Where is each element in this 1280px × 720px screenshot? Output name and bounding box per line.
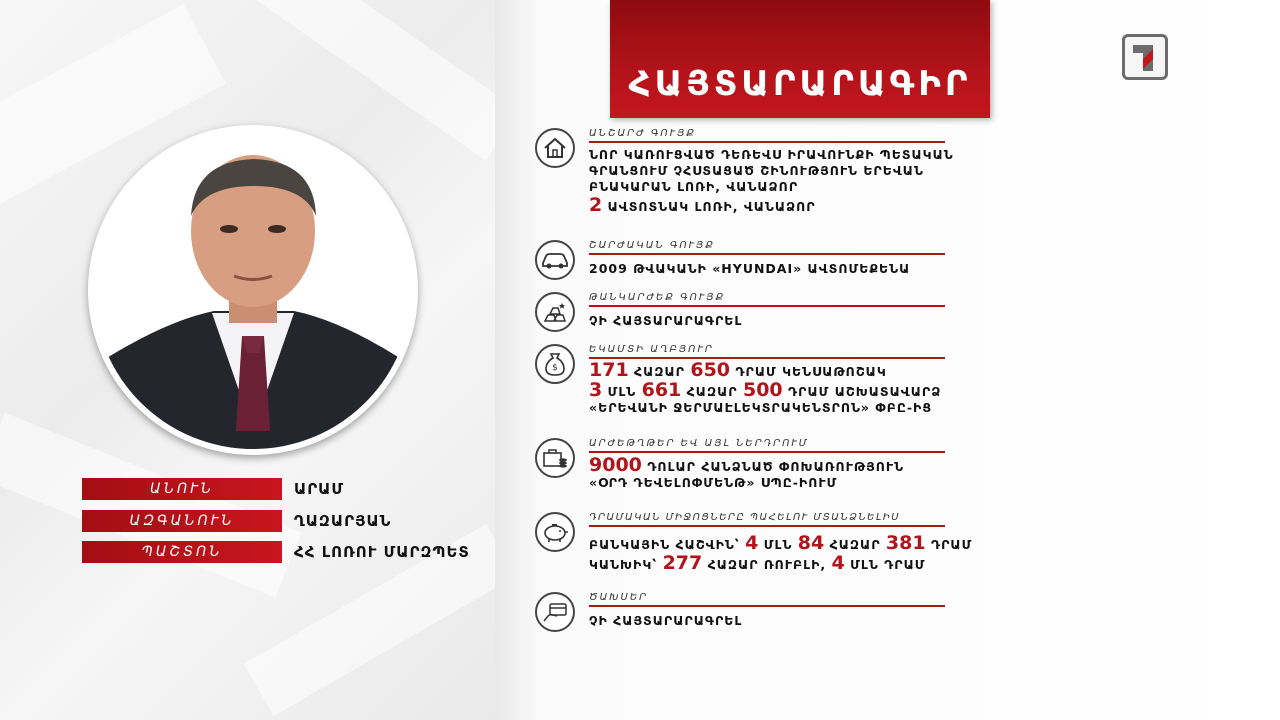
section-line xyxy=(589,359,949,381)
last-name-value: ՂԱԶԱՐՅԱՆ xyxy=(294,512,392,530)
position-label: ՊԱՇՏՈՆ xyxy=(82,541,282,563)
section-heading: ԵԿԱՄՏԻ ԱՂԲՅՈՒՐ xyxy=(589,344,945,359)
section-text: ԱՎՏՈՏՆԱԿ ԼՈՌԻ, ՎԱՆԱՁՈՐ xyxy=(607,199,816,214)
section-line xyxy=(589,379,949,401)
position-row xyxy=(82,541,470,563)
highlight-number: 500 xyxy=(742,379,783,401)
section-heading: ԱՆՇԱՐԺ ԳՈՒՅՔ xyxy=(589,128,945,143)
section-line xyxy=(589,454,949,476)
highlight-number: 171 xyxy=(589,359,629,381)
logo-mark xyxy=(1125,37,1165,77)
portrait-illustration xyxy=(94,131,412,449)
section-text: ԴՐԱՄ xyxy=(930,537,973,552)
section-line: ԲՆԱԿԱՐԱՆ ԼՈՌԻ, ՎԱՆԱՁՈՐ xyxy=(589,179,799,194)
highlight-number: 661 xyxy=(641,379,682,401)
section-line xyxy=(589,194,949,216)
section-heading: ԴՐԱՄԱԿԱՆ ՄԻՋՈՑՆԵՐԸ ՊԱՀԵԼՈՒ ՄՏԱՆՁՆԵԼԻՍ xyxy=(589,512,945,527)
section-heading: ՇԱՐԺԱԿԱՆ ԳՈՒՅՔ xyxy=(589,240,945,255)
money-bag-icon xyxy=(535,344,575,384)
section-text: ԲԱՆԿԱՅԻՆ ՀԱՇՎԻՆ՝ xyxy=(589,537,740,552)
section-text: ՀԱԶԱՐ xyxy=(829,537,881,552)
section-text: ՄԼՆ xyxy=(763,537,793,552)
car-icon xyxy=(535,240,575,280)
section-text: ՀԱԶԱՐ ՌՈՒԲԼԻ, xyxy=(707,557,827,572)
section-line: «ՕՐԴ ԴԵՎԵԼՈՓՄԵՆԹ» ՍՊԸ-ԻՈՒՄ xyxy=(589,475,838,490)
section-text: ԴՐԱՄ ԿԵՆՍԱԹՈՇԱԿ xyxy=(735,364,887,379)
section-text: ՀԱԶԱՐ xyxy=(634,364,685,379)
section-text: ԴՐԱՄ ԱՇԽԱՏԱՎԱՐՁ xyxy=(788,384,942,399)
first-name-value: ԱՐԱՄ xyxy=(294,480,345,498)
svg-text:$: $ xyxy=(552,363,558,373)
highlight-number: 277 xyxy=(662,552,703,574)
briefcase-coins-icon xyxy=(535,438,575,478)
highlight-number: 3 xyxy=(589,379,603,401)
section-line xyxy=(589,552,949,574)
highlight-number: 2 xyxy=(589,194,603,216)
last-name-label: ԱԶԳԱՆՈՒՆ xyxy=(82,510,282,532)
channel-one-logo xyxy=(1122,34,1168,80)
page-title: ՀԱՅՏԱՐԱՐԱԳԻՐ xyxy=(628,64,972,104)
section-line xyxy=(589,532,973,554)
gold-bars-icon xyxy=(535,292,575,332)
section-heading: ԹԱՆԿԱՐԺԵՔ ԳՈՒՅՔ xyxy=(589,292,945,307)
last-name-row xyxy=(82,510,391,532)
title-banner xyxy=(610,0,990,118)
highlight-number: 84 xyxy=(797,532,825,554)
section-line: ՉԻ ՀԱՅՏԱՐԱՐԱԳՐԵԼ xyxy=(589,313,743,328)
section-line: «ԵՐԵՎԱՆԻ ՋԵՐՄԱԷԼԵԿՏՐԱԿԵՆՏՐՈՆ» ՓԲԸ-ԻՑ xyxy=(589,400,933,415)
card-hand-icon xyxy=(535,592,575,632)
highlight-number: 9000 xyxy=(589,454,642,476)
piggy-bank-icon xyxy=(535,512,575,552)
section-heading: ԱՐԺԵԹՂԹԵՐ ԵՎ ԱՅԼ ՆԵՐԴՐՈՒՄ xyxy=(589,438,945,453)
section-heading: ԾԱԽՍԵՐ xyxy=(589,592,945,607)
highlight-number: 381 xyxy=(885,532,926,554)
highlight-number: 4 xyxy=(745,532,759,554)
section-text: ԴՈԼԱՐ ՀԱՆՁՆԱԾ ՓՈԽԱՌՈՒԹՅՈՒՆ xyxy=(647,459,905,474)
section-line: ՉԻ ՀԱՅՏԱՐԱՐԱԳՐԵԼ xyxy=(589,613,743,628)
section-line: ՆՈՐ ԿԱՌՈՒՑՎԱԾ ԴԵՌԵՎՍ ԻՐԱՎՈՒՆՔԻ ՊԵՏԱԿԱՆ xyxy=(589,147,954,162)
section-text: ՀԱԶԱՐ xyxy=(686,384,738,399)
house-icon xyxy=(535,128,575,168)
section-line: ԳՐԱՆՑՈՒՄ ՉՀՍՏԱՑԱԾ ՇԻՆՈՒԹՅՈՒՆ ԵՐԵՎԱՆ xyxy=(589,163,924,178)
highlight-number: 4 xyxy=(831,552,845,574)
highlight-number: 650 xyxy=(690,359,731,381)
position-value: ՀՀ ԼՈՌՈՒ ՄԱՐԶՊԵՏ xyxy=(294,543,470,561)
section-line: 2009 ԹՎԱԿԱՆԻ «HYUNDAI» ԱՎՏՈՄԵՔԵՆԱ xyxy=(589,261,911,276)
first-name-row xyxy=(82,478,344,500)
section-text: ՄԼՆ ԴՐԱՄ xyxy=(850,557,926,572)
section-text: ՄԼՆ xyxy=(607,384,637,399)
portrait-photo xyxy=(88,125,418,455)
first-name-label: ԱՆՈՒՆ xyxy=(82,478,282,500)
section-text: ԿԱՆԽԻԿ՝ xyxy=(589,557,658,572)
